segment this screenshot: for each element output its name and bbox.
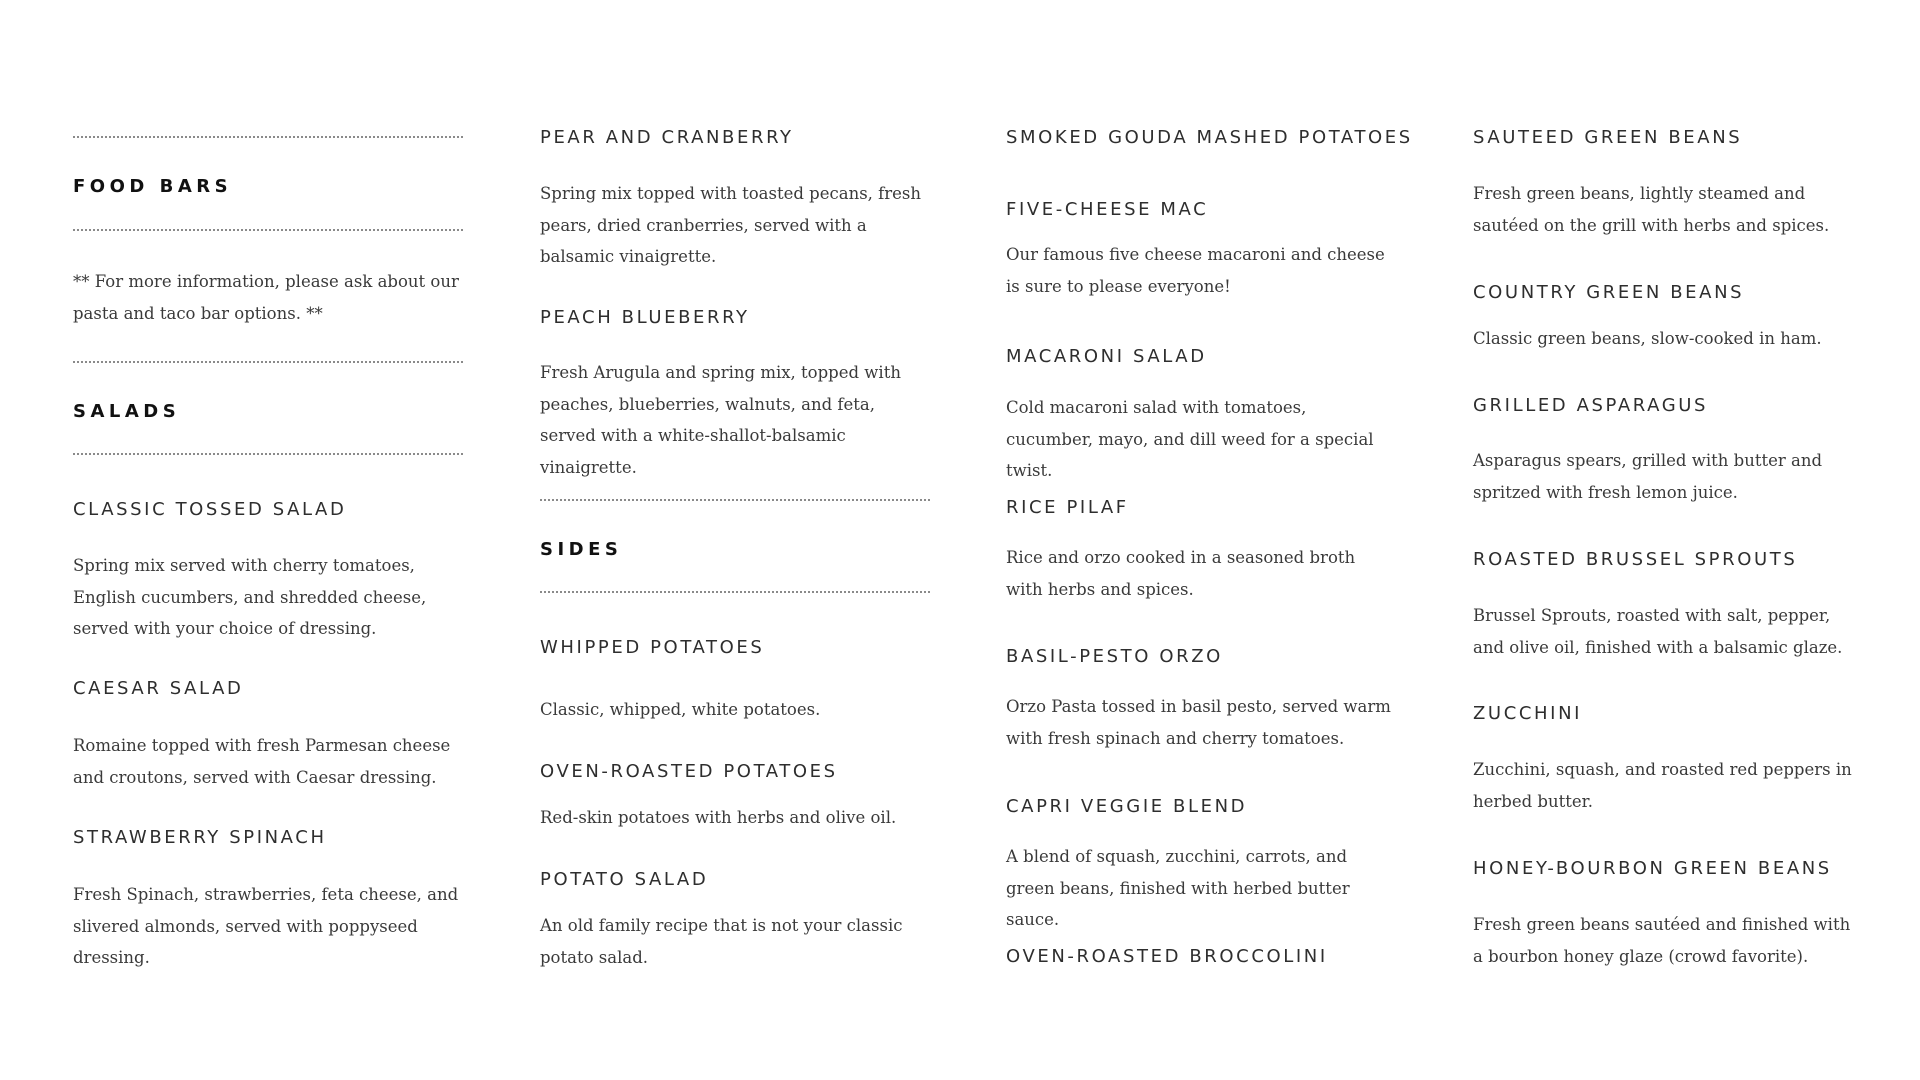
food-bars-note: ** For more information, please ask about our pasta and taco bar options. ** [73,272,459,323]
menu-item-description: Cold macaroni salad with tomatoes, cucumber, mayo, and dill weed for a special twist. [1006,398,1374,480]
menu-item-name: OVEN-ROASTED POTATOES [540,761,838,782]
section-title-salads: SALADS [73,401,181,422]
menu-item-description: Classic green beans, slow-cooked in ham. [1473,329,1822,348]
menu-item-name: ROASTED BRUSSEL SPROUTS [1473,549,1798,570]
dotted-divider [73,453,463,455]
menu-item-description: Asparagus spears, grilled with butter and spritzed with fresh lemon juice. [1473,451,1823,502]
menu-item-description: Classic, whipped, white potatoes. [540,700,821,719]
menu-item-description: Spring mix topped with toasted pecans, fresh pears, dried cranberries, served with a balsamic vinaigrette. [540,184,922,266]
menu-item-name: CAESAR SALAD [73,678,244,699]
menu-item-name: OVEN-ROASTED BROCCOLINI [1006,946,1328,967]
menu-item-name: PEACH BLUEBERRY [540,307,750,328]
menu-item-name: SMOKED GOUDA MASHED POTATOES [1006,127,1413,148]
dotted-divider [73,136,463,138]
menu-item-description: Fresh green beans sautéed and finished with a bourbon honey glaze (crowd favorite). [1473,915,1851,966]
menu-item-name: SAUTEED GREEN BEANS [1473,127,1743,148]
dotted-divider [73,361,463,363]
menu-item-name: CLASSIC TOSSED SALAD [73,499,347,520]
menu-item-name: COUNTRY GREEN BEANS [1473,282,1745,303]
menu-item-name: RICE PILAF [1006,497,1129,518]
menu-item-description: Rice and orzo cooked in a seasoned broth with herbs and spices. [1006,548,1356,599]
menu-item-description: Romaine topped with fresh Parmesan cheese and croutons, served with Caesar dressing. [73,736,451,787]
menu-item-description: Orzo Pasta tossed in basil pesto, served warm with fresh spinach and cherry tomatoes. [1006,697,1391,748]
section-title-food-bars: FOOD BARS [73,176,233,197]
menu-item-name: MACARONI SALAD [1006,346,1207,367]
menu-item-name: PEAR AND CRANBERRY [540,127,794,148]
menu-item-description: A blend of squash, zucchini, carrots, and green beans, finished with herbed butter sauce. [1006,847,1350,929]
dotted-divider [540,591,930,593]
menu-item-description: Fresh Arugula and spring mix, topped with peaches, blueberries, walnuts, and feta, served with a white-shallot-balsamic vinaigrette. [540,363,901,477]
menu-item-description: Brussel Sprouts, roasted with salt, pepper, and olive oil, finished with a balsamic glaze. [1473,606,1843,657]
dotted-divider [73,229,463,231]
menu-item-name: FIVE-CHEESE MAC [1006,199,1209,220]
menu-item-description: Red-skin potatoes with herbs and olive oil. [540,808,897,827]
menu-item-name: STRAWBERRY SPINACH [73,827,327,848]
menu-item-name: HONEY-BOURBON GREEN BEANS [1473,858,1832,879]
menu-item-description: Zucchini, squash, and roasted red peppers in herbed butter. [1473,760,1852,811]
menu-item-description: Our famous five cheese macaroni and cheese is sure to please everyone! [1006,245,1385,296]
menu-item-description: Spring mix served with cherry tomatoes, English cucumbers, and shredded cheese, served with your choice of dressing. [73,556,427,638]
menu-item-name: BASIL-PESTO ORZO [1006,646,1223,667]
menu-item-description: Fresh Spinach, strawberries, feta cheese, and slivered almonds, served with poppyseed dressing. [73,885,459,967]
menu-item-description: An old family recipe that is not your classic potato salad. [540,916,903,967]
menu-item-name: ZUCCHINI [1473,703,1583,724]
menu-item-name: GRILLED ASPARAGUS [1473,395,1709,416]
menu-item-name: POTATO SALAD [540,869,709,890]
menu-item-name: CAPRI VEGGIE BLEND [1006,796,1248,817]
dotted-divider [540,499,930,501]
menu-item-name: WHIPPED POTATOES [540,637,765,658]
section-title-sides: SIDES [540,539,623,560]
menu-item-description: Fresh green beans, lightly steamed and sautéed on the grill with herbs and spices. [1473,184,1830,235]
